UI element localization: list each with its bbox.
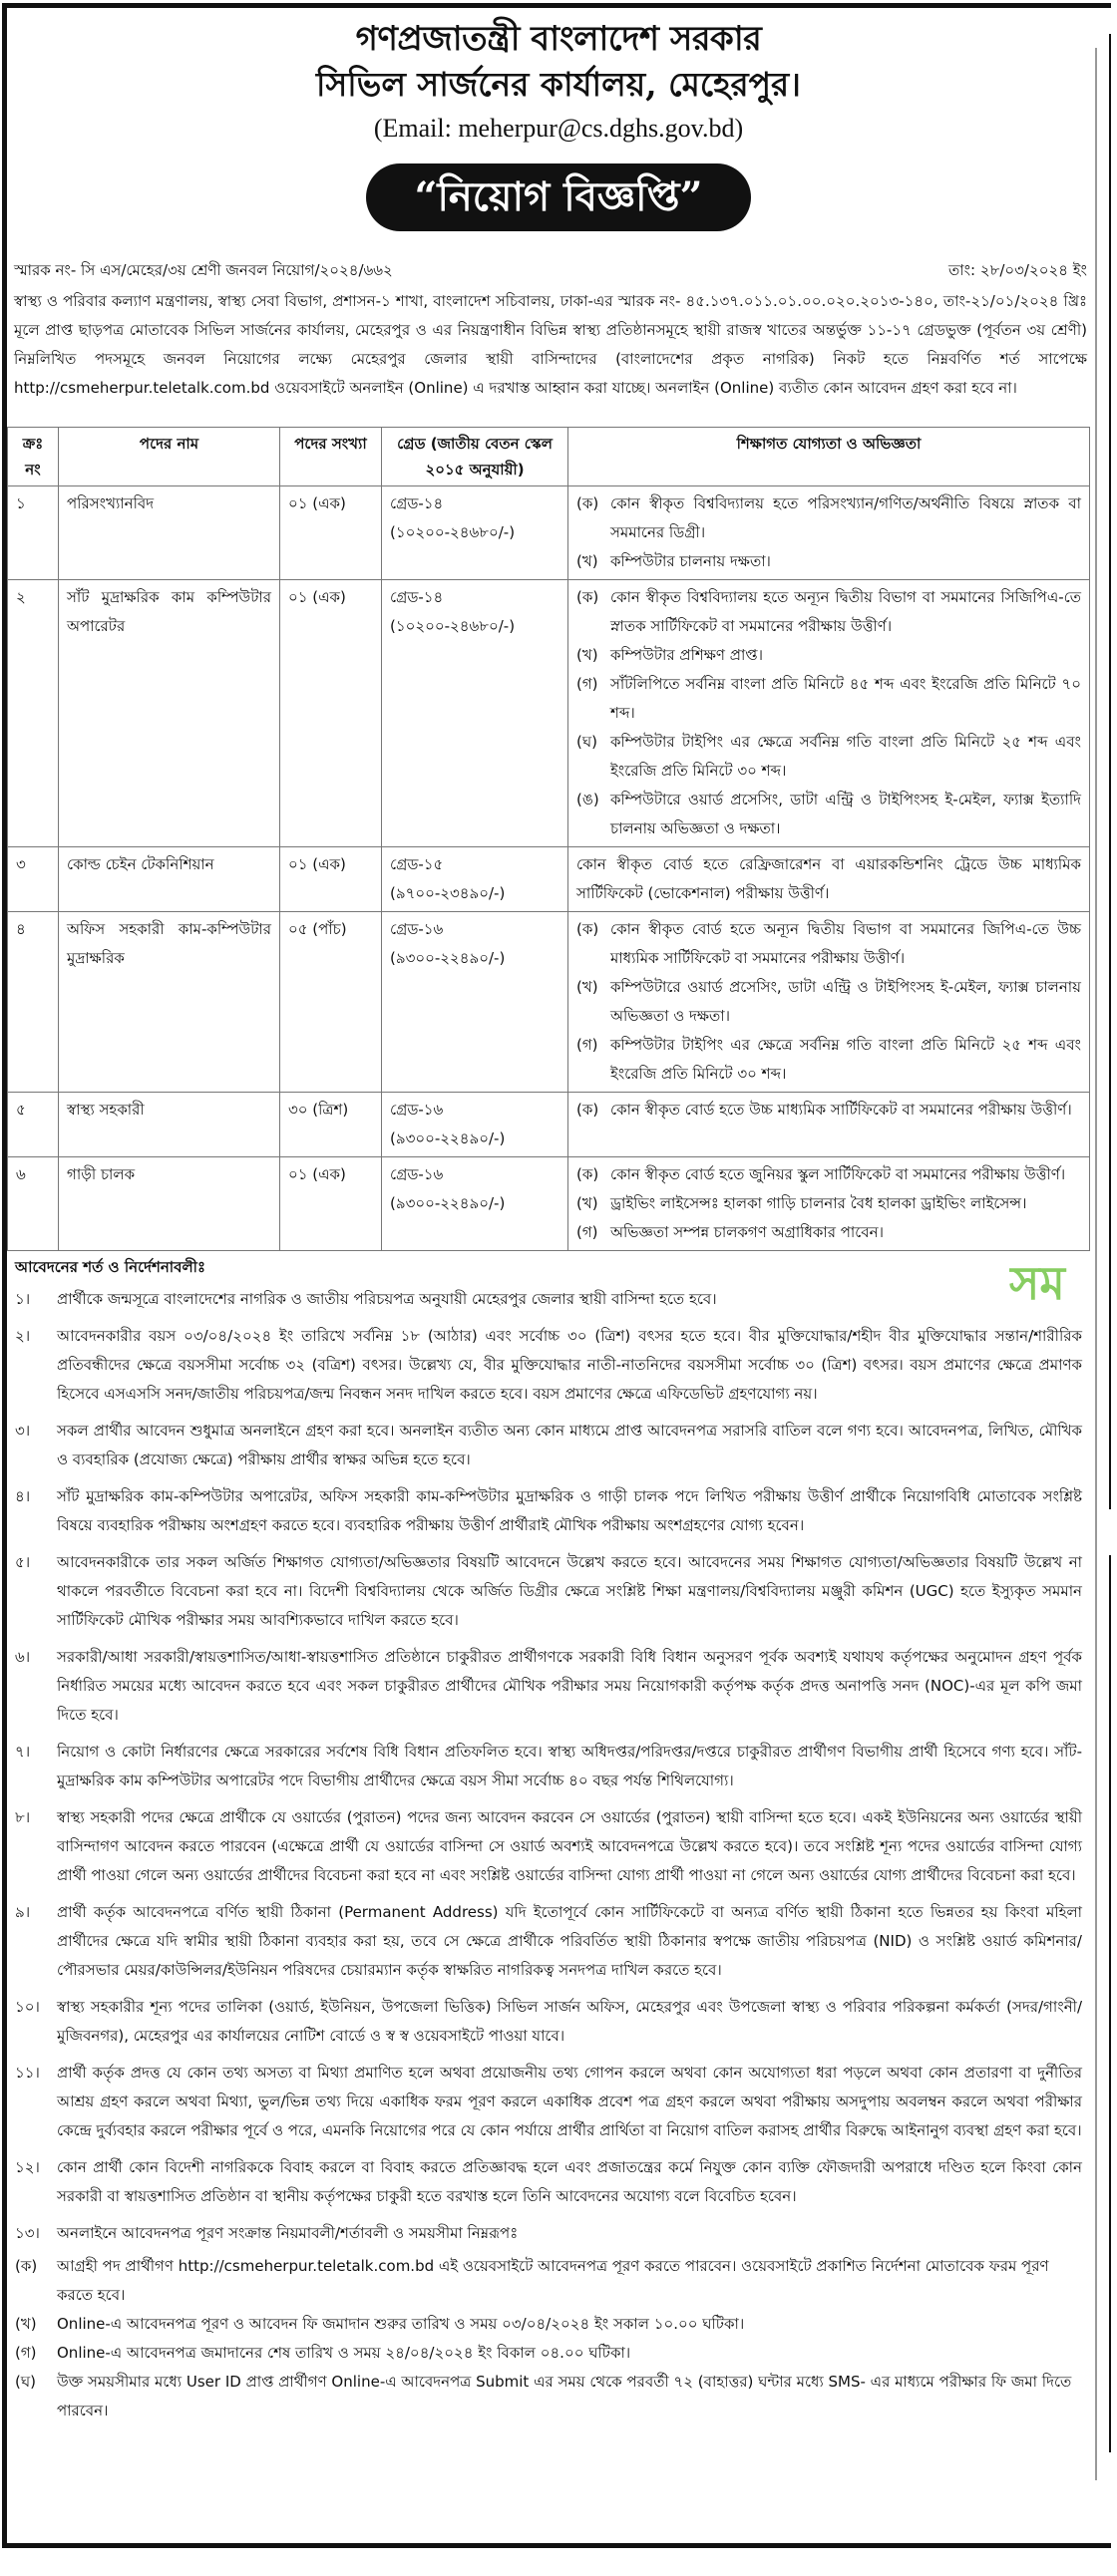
qualification-item [576, 1160, 1081, 1189]
qualification-marker: (গ) [576, 1223, 598, 1241]
condition-text: সরকারী/আধা সরকারী/স্বায়ত্তশাসিত/আধা-স্বায়ত্তশাসিত প্রতিষ্ঠানে চাকুরীরত প্রার্থীগণকে সরকারী বিধি বিধান অনুসরণ পূর্বক অবশ্যই যথাযথ কর্তৃপক্ষের অনুমোদন গ্রহণ পূর্বক নির্ধারিত সময়ের মধ্যে আবেদন করতে হবে এবং সকল চাকুরীরত প্রার্থীদের মৌখিক পরীক্ষার সময় নিয়োগকারী কর্তৃপক্ষ কর্তৃক প্রদত্ত অনাপত্তি সনদ (NOC)-এর মূল কপি জমা দিতে হবে। [57, 1648, 1082, 1724]
intro-paragraph: স্বাস্থ্য ও পরিবার কল্যাণ মন্ত্রণালয়, স্বাস্থ্য সেবা বিভাগ, প্রশাসন-১ শাখা, বাংলাদেশ সচিবালয়, ঢাকা-এর স্মারক নং- ৪৫.১৩৭.০১১.০১.০০.০২০.২০১৩-১৪০, তাং-২১/০১/২০২৪ খ্রিঃ মূলে প্রাপ্ত ছাড়পত্র মোতাবেক সিভিল সার্জনের কার্যালয়, মেহেরপুর ও এর নিয়ন্ত্রণাধীন বিভিন্ন স্বাস্থ্য প্রতিষ্ঠানসমূহে স্থায়ী রাজস্ব খাতের অন্তর্ভুক্ত ১১-১৭ গ্রেডভুক্ত (পূর্বতন ৩য় শ্রেণী) নিম্নলিখিত পদসমূহে জনবল নিয়োগের লক্ষ্যে মেহেরপুর জেলার স্থায়ী বাসিন্দাদের (বাংলাদেশের প্রকৃত নাগরিক) নিকট হতে নিম্নবর্ণিত শর্ত সাপেক্ষে http://csmeherpur.teletalk.com.bd ওয়েবসাইটে অনলাইন (Online) এ দরখাস্ত আহ্বান করা যাচ্ছে। অনলাইন (Online) ব্যতীত কোন আবেদন গ্রহণ করা হবে না। [14, 292, 1087, 397]
qualification-item [576, 728, 1081, 786]
qualification-marker: (খ) [576, 646, 598, 664]
qualification-item [576, 1189, 1081, 1218]
condition-number: ৭। [15, 1743, 31, 1761]
cell-qualification [568, 486, 1090, 580]
qualification-marker: (খ) [576, 552, 598, 570]
notice-header [0, 18, 1117, 231]
qualification-text: কম্পিউটার টাইপিং এর ক্ষেত্রে সর্বনিম্ন গতি বাংলা প্রতি মিনিটে ২৫ শব্দ এবং ইংরেজি প্রতি মিনিটে ৩০ শব্দ। [610, 733, 1081, 780]
cell-serial: ৩ [8, 847, 59, 912]
online-rules-list [7, 2252, 1090, 2425]
cell-post-name: অফিস সহকারী কাম-কম্পিউটার মুদ্রাক্ষরিক [59, 912, 280, 1093]
grade-label: গ্রেড-১৬ [390, 920, 444, 938]
conditions-section [7, 1253, 1090, 2425]
cell-post-count: ০৫ (পাঁচ) [280, 912, 382, 1093]
qualification-item [576, 973, 1081, 1031]
condition-text: আবেদনকারীকে তার সকল অর্জিত শিক্ষাগত যোগ্যতা/অভিজ্ঞতার বিষয়টি আবেদনে উল্লেখ করতে হবে। আবেদনের সময় শিক্ষাগত যোগ্যতা/অভিজ্ঞতার বিষয়টি উল্লেখ না থাকলে পরবর্তীতে বিবেচনা করা হবে না। বিদেশী বিশ্ববিদ্যালয় থেকে অর্জিত ডিগ্রীর ক্ষেত্রে সংশ্লিষ্ট শিক্ষা মন্ত্রণালয়/বিশ্ববিদ্যালয় মঞ্জুরী কমিশন (UGC) হতে ইস্যুকৃত সমমান সার্টিফিকেট মৌখিক পরীক্ষার সময় আবশ্যিকভাবে দাখিল করতে হবে। [57, 1553, 1082, 1629]
online-rule-item [7, 2310, 1090, 2339]
online-rule-item [7, 2252, 1090, 2310]
cell-post-count: ০১ (এক) [280, 580, 382, 847]
grade-label: গ্রেড-১৪ [390, 494, 444, 512]
qualification-text: কোন স্বীকৃত বোর্ড হতে জুনিয়র স্কুল সার্টিফিকেট বা সমমানের পরীক্ষায় উত্তীর্ণ। [610, 1165, 1066, 1183]
condition-text: অনলাইনে আবেদনপত্র পূরণ সংক্রান্ত নিয়মাবলী/শর্তাবলী ও সময়সীমা নিম্নরূপঃ [57, 2224, 519, 2242]
government-title: গণপ্রজাতন্ত্রী বাংলাদেশ সরকার [355, 19, 762, 59]
pay-scale: (৯৩০০-২২৪৯০/-) [390, 1194, 506, 1212]
qualification-item [576, 786, 1081, 843]
condition-text: কোন প্রার্থী কোন বিদেশী নাগরিককে বিবাহ করলে বা বিবাহ করতে প্রতিজ্ঞাবদ্ধ হলে এবং প্রজাতন্ত্রের কর্মে নিযুক্ত কোন ব্যক্তি ফৌজদারী অপরাধে দণ্ডিত হলে কিংবা কোন সরকারী বা স্বায়ত্তশাসিত প্রতিষ্ঠান বা স্থানীয় কর্তৃপক্ষের চাকুরী হতে বরখাস্ত হলে তিনি আবেদনের অযোগ্য বলে বিবেচিত হবেন। [57, 2158, 1082, 2205]
office-title: সিভিল সার্জনের কার্যালয়, মেহেরপুর। [316, 65, 801, 104]
condition-number: ১১। [15, 2064, 40, 2082]
qualification-item [576, 1096, 1081, 1125]
pay-scale: (৯৩০০-২২৪৯০/-) [390, 949, 506, 967]
qualification-marker: (ঙ) [576, 791, 599, 808]
condition-item [7, 1281, 1090, 1318]
condition-number: ৯। [15, 1903, 31, 1921]
qualification-marker: (ক) [576, 494, 599, 512]
condition-item [7, 1799, 1090, 1894]
conditions-title: আবেদনের শর্ত ও নির্দেশনাবলীঃ [15, 1258, 205, 1276]
cell-qualification [568, 912, 1090, 1093]
qualification-item [576, 915, 1081, 973]
online-rule-text: Online-এ আবেদনপত্র জমাদানের শেষ তারিখ ও সময় ২৪/০৪/২০২৪ ইং বিকাল ০৪.০০ ঘটিকা। [57, 2344, 631, 2362]
qualification-text: কোন স্বীকৃত বোর্ড হতে উচ্চ মাধ্যমিক সার্টিফিকেট বা সমমানের পরীক্ষায় উত্তীর্ণ। [610, 1101, 1072, 1119]
condition-item [7, 1318, 1090, 1413]
condition-number: ১৩। [15, 2224, 40, 2242]
cell-serial: ৫ [8, 1093, 59, 1157]
condition-item [7, 1544, 1090, 1639]
grade-label: গ্রেড-১৬ [390, 1101, 444, 1119]
cell-serial: ২ [8, 580, 59, 847]
header-grade: গ্রেড (জাতীয় বেতন স্কেল ২০১৫ অনুযায়ী) [382, 428, 568, 486]
online-rule-text: আগ্রহী পদ প্রার্থীগণ http://csmeherpur.teletalk.com.bd এই ওয়েবসাইটে আবেদনপত্র পূরণ করতে পারবেন। ওয়েবসাইটে প্রকাশিত নির্দেশনা মোতাবেক ফরম পূরণ করতে হবে। [57, 2257, 1049, 2304]
posts-table [7, 427, 1090, 1251]
online-rule-marker: (ক) [15, 2257, 38, 2275]
condition-item [7, 1894, 1090, 1989]
condition-number: ৩। [15, 1422, 31, 1440]
cell-post-name: স্বাস্থ্য সহকারী [59, 1093, 280, 1157]
condition-number: ২। [15, 1327, 31, 1345]
qualification-marker: (ক) [576, 1165, 599, 1183]
condition-item [7, 2149, 1090, 2215]
condition-text: প্রার্থীকে জন্মসূত্রে বাংলাদেশের নাগরিক ও জাতীয় পরিচয়পত্র অনুযায়ী মেহেরপুর জেলার স্থায়ী বাসিন্দা হতে হবে। [57, 1290, 717, 1308]
condition-item [7, 1413, 1090, 1478]
condition-item [7, 2055, 1090, 2149]
condition-text: স্বাস্থ্য সহকারী পদের ক্ষেত্রে প্রার্থীকে যে ওয়ার্ডের (পুরাতন) পদের জন্য আবেদন করবেন সে ওয়ার্ডের (পুরাতন) স্থায়ী বাসিন্দা হতে হবে। একই ইউনিয়নের অন্য ওয়ার্ডের স্থায়ী বাসিন্দাগণ আবেদন করতে পারবেন (এক্ষেত্রে প্রার্থী যে ওয়ার্ডের বাসিন্দা সে ওয়ার্ড অবশ্যই আবেদনপত্রে উল্লেখ করতে হবে)। তবে সংশ্লিষ্ট শূন্য পদের ওয়ার্ডের বাসিন্দা যোগ্য প্রার্থী পাওয়া গেলে অন্য ওয়ার্ডের প্রার্থীদের বিবেচনা করা হবে না এবং সংশ্লিষ্ট ওয়ার্ডের বাসিন্দা যোগ্য প্রার্থী পাওয়া না গেলে অন্য ওয়ার্ডের যোগ্য প্রার্থীদের বিবেচনা করা হবে। [57, 1808, 1082, 1884]
qualification-text: কোন স্বীকৃত বিশ্ববিদ্যালয় হতে অন্যূন দ্বিতীয় বিভাগ বা সমমানের সিজিপিএ-তে স্নাতক সার্টিফিকেট বা সমমানের পরীক্ষায় উত্তীর্ণ। [610, 588, 1081, 635]
qualification-text: কম্পিউটার টাইপিং এর ক্ষেত্রে সর্বনিম্ন গতি বাংলা প্রতি মিনিটে ২৫ শব্দ এবং ইংরেজি প্রতি মিনিটে ৩০ শব্দ। [610, 1036, 1081, 1083]
cell-post-name: পরিসংখ্যানবিদ [59, 486, 280, 580]
cell-post-count: ৩০ (ত্রিশ) [280, 1093, 382, 1157]
qualification-marker: (খ) [576, 1194, 598, 1212]
cell-serial: ১ [8, 486, 59, 580]
cell-grade [382, 1157, 568, 1251]
table-header-row [8, 428, 1090, 486]
table-row [8, 847, 1090, 912]
qualification-text: কোন স্বীকৃত বোর্ড হতে অন্যূন দ্বিতীয় বিভাগ বা সমমানের জিপিএ-তে উচ্চ মাধ্যমিক সার্টিফিকেট বা সমমানের পরীক্ষায় উত্তীর্ণ। [610, 920, 1081, 967]
header-post-name: পদের নাম [59, 428, 280, 486]
cell-qualification [568, 1093, 1090, 1157]
qualification-marker: (গ) [576, 675, 598, 693]
notice-banner: “নিয়োগ বিজ্ঞপ্তি” [366, 163, 750, 231]
qualification-text: কম্পিউটার প্রশিক্ষণ প্রাপ্ত। [610, 646, 763, 664]
qualification-marker: (ঘ) [576, 733, 597, 751]
online-rule-item [7, 2368, 1090, 2425]
qualification-marker: (ক) [576, 920, 599, 938]
qualification-item [576, 1031, 1081, 1089]
qualification-text: কোন স্বীকৃত বিশ্ববিদ্যালয় হতে পরিসংখ্যান/গণিত/অর্থনীতি বিষয়ে স্নাতক বা সমমানের ডিগ্রী। [610, 494, 1081, 541]
online-rule-item [7, 2339, 1090, 2368]
cell-post-name: কোল্ড চেইন টেকনিশিয়ান [59, 847, 280, 912]
qualification-item [576, 583, 1081, 641]
grade-label: গ্রেড-১৪ [390, 588, 444, 606]
condition-item [7, 1734, 1090, 1799]
condition-number: ১২। [15, 2158, 40, 2176]
online-rule-text: Online-এ আবেদনপত্র পূরণ ও আবেদন ফি জমাদান শুরুর তারিখ ও সময় ০৩/০৪/২০২৪ ইং সকাল ১০.০০ ঘটিকা। [57, 2315, 745, 2333]
memo-date: তাং: ২৮/০৩/২০২৪ ইং [947, 261, 1087, 279]
grade-label: গ্রেড-১৬ [390, 1165, 444, 1183]
cell-grade [382, 847, 568, 912]
table-row [8, 1093, 1090, 1157]
table-row [8, 580, 1090, 847]
cell-grade [382, 486, 568, 580]
qualification-text: সাঁটলিপিতে সর্বনিম্ন বাংলা প্রতি মিনিটে ৪৫ শব্দ এবং ইংরেজি প্রতি মিনিটে ৭০ শব্দ। [610, 675, 1081, 722]
table-row [8, 912, 1090, 1093]
qualification-item [576, 547, 1081, 576]
cell-grade [382, 1093, 568, 1157]
pay-scale: (৯৭০০-২৩৪৯০/-) [390, 884, 506, 902]
online-rule-text: উক্ত সময়সীমার মধ্যে User ID প্রাপ্ত প্রার্থীগণ Online-এ আবেদনপত্র Submit এর সময় থেকে পরবর্তী ৭২ (বাহাত্তর) ঘন্টার মধ্যে SMS- এর মাধ্যমে পরীক্ষার ফি জমা দিতে পারবেন। [57, 2373, 1072, 2419]
qualification-item [576, 1218, 1081, 1247]
cell-post-count: ০১ (এক) [280, 847, 382, 912]
pay-scale: (১০২০০-২৪৬৮০/-) [390, 523, 516, 541]
condition-text: প্রার্থী কর্তৃক প্রদত্ত যে কোন তথ্য অসত্য বা মিথ্যা প্রমাণিত হলে অথবা প্রয়োজনীয় তথ্য গোপন করলে অথবা কোন অযোগ্যতা ধরা পড়লে অথবা কোন প্রতারণা বা দুর্নীতির আশ্রয় গ্রহণ করলে অথবা মিথ্যা, ভুল/ভিন্ন তথ্য দিয়ে একাধিক ফরম পূরণ করলে একাধিক প্রবেশ পত্র গ্রহণ করলে অথবা পরীক্ষায় অসদুপায় অবলম্বন করলে অথবা পরীক্ষার কেন্দ্রে দুর্ব্যবহার করলে পরীক্ষার পূর্বে ও পরে, এমনকি নিয়োগের পরে যে কোন পর্যায়ে প্রার্থীর প্রার্থিতা বা নিয়োগ বাতিল করাসহ প্রার্থীর বিরুদ্ধে আইনানুগ ব্যবস্থা গ্রহণ করা হবে। [57, 2064, 1082, 2139]
condition-number: ৬। [15, 1648, 31, 1666]
online-rule-marker: (গ) [15, 2344, 37, 2362]
office-email: (Email: meherpur@cs.dghs.gov.bd) [373, 114, 744, 143]
cell-post-name: সাঁট মুদ্রাক্ষরিক কাম কম্পিউটার অপারেটর [59, 580, 280, 847]
conditions-list [7, 1281, 1090, 2252]
cell-serial: ৪ [8, 912, 59, 1093]
cell-qualification [568, 580, 1090, 847]
qualification-item [576, 489, 1081, 547]
cell-post-name: গাড়ী চালক [59, 1157, 280, 1251]
table-row [8, 486, 1090, 580]
pay-scale: (৯৩০০-২২৪৯০/-) [390, 1129, 506, 1147]
memo-reference: স্মারক নং- সি এস/মেহের/৩য় শ্রেণী জনবল নিয়োগ/২০২৪/৬৬২ [14, 261, 393, 279]
cell-grade [382, 580, 568, 847]
qualification-marker: (খ) [576, 978, 598, 996]
cell-post-count: ০১ (এক) [280, 486, 382, 580]
condition-item [7, 1478, 1090, 1544]
frame-right-border [1109, 34, 1111, 1509]
qualification-text: ড্রাইভিং লাইসেন্সঃ হালকা গাড়ি চালনার বৈধ হালকা ড্রাইভিং লাইসেন্স। [610, 1194, 1027, 1212]
condition-number: ৮। [15, 1808, 31, 1826]
qualification-marker: (ক) [576, 1101, 599, 1119]
qualification-item [576, 850, 1081, 908]
watermark-logo: সম [1009, 1256, 1065, 1310]
qualification-item [576, 641, 1081, 670]
condition-text: সকল প্রার্থীর আবেদন শুধুমাত্র অনলাইনে গ্রহণ করা হবে। অনলাইন ব্যতীত অন্য কোন মাধ্যমে প্রাপ্ত আবেদনপত্র সরাসরি বাতিল বলে গণ্য হবে। আবেদনপত্র, লিখিত, মৌখিক ও ব্যবহারিক (প্রযোজ্য ক্ষেত্রে) পরীক্ষায় প্রার্থীর স্বাক্ষর অভিন্ন হতে হবে। [57, 1422, 1082, 1468]
frame-right-border-lower [1109, 1555, 1111, 2452]
memo-row [14, 259, 1087, 281]
condition-number: ৪। [15, 1487, 31, 1505]
condition-number: ৫। [15, 1553, 31, 1571]
condition-item [7, 1989, 1090, 2055]
qualification-text: অভিজ্ঞতা সম্পন্ন চালকগণ অগ্রাধিকার পাবেন। [610, 1223, 884, 1241]
header-serial: ক্রঃ নং [8, 428, 59, 486]
condition-item [7, 1639, 1090, 1734]
qualification-text: কম্পিউটার চালনায় দক্ষতা। [610, 552, 771, 570]
condition-text: আবেদনকারীর বয়স ০৩/০৪/২০২৪ ইং তারিখে সর্বনিম্ন ১৮ (আঠার) এবং সর্বোচ্চ ৩০ (ত্রিশ) বৎসর হতে হবে। বীর মুক্তিযোদ্ধার/শহীদ বীর মুক্তিযোদ্ধার সন্তান/শারীরিক প্রতিবন্ধীদের ক্ষেত্রে বয়সসীমা সর্বোচ্চ ৩২ (বত্রিশ) বৎসর। উল্লেখ্য যে, বীর মুক্তিযোদ্ধার নাতী-নাতনিদের বয়সসীমা সর্বোচ্চ ৩০ (ত্রিশ) বৎসর। বয়স প্রমাণের ক্ষেত্রে প্রমাণক হিসেবে এসএসসি সনদ/জাতীয় পরিচয়পত্র/জন্ম নিবন্ধন সনদ দাখিল করতে হবে। বয়স প্রমাণের ক্ষেত্রে এফিডেভিট গ্রহণযোগ্য নয়। [57, 1327, 1082, 1403]
table-row [8, 1157, 1090, 1251]
condition-number: ১। [15, 1290, 31, 1308]
online-rule-marker: (খ) [15, 2315, 37, 2333]
qualification-text: কম্পিউটারে ওয়ার্ড প্রসেসিং, ডাটা এন্ট্রি ও টাইপিংসহ ই-মেইল, ফ্যাক্স ইত্যাদি চালনায় অভিজ্ঞতা ও দক্ষতা। [610, 791, 1081, 837]
condition-number: ১০। [15, 1998, 40, 2016]
qualification-item [576, 670, 1081, 728]
header-qualification: শিক্ষাগত যোগ্যতা ও অভিজ্ঞতা [568, 428, 1090, 486]
grade-label: গ্রেড-১৫ [390, 855, 444, 873]
condition-text: সাঁট মুদ্রাক্ষরিক কাম-কম্পিউটার অপারেটর, অফিস সহকারী কাম-কম্পিউটার মুদ্রাক্ষরিক ও গাড়ী চালক পদে লিখিত পরীক্ষায় উত্তীর্ণ প্রার্থীকে নিয়োগবিধি মোতাবেক সংশ্লিষ্ট বিষয়ে ব্যবহারিক পরীক্ষায় অংশগ্রহণ করতে হবে। ব্যবহারিক পরীক্ষায় উত্তীর্ণ প্রার্থীরাই মৌখিক পরীক্ষায় অংশগ্রহণের যোগ্য হবেন। [57, 1487, 1082, 1534]
qualification-marker: (ক) [576, 588, 599, 606]
qualification-text: কোন স্বীকৃত বোর্ড হতে রেফ্রিজারেশন বা এয়ারকন্ডিশনিং ট্রেডে উচ্চ মাধ্যমিক সার্টিফিকেট (ভোকেশনাল) পরীক্ষায় উত্তীর্ণ। [576, 855, 1081, 902]
qualification-marker: (গ) [576, 1036, 598, 1054]
cell-grade [382, 912, 568, 1093]
pay-scale: (১০২০০-২৪৬৮০/-) [390, 617, 516, 635]
condition-item [7, 2215, 1090, 2252]
condition-text: প্রার্থী কর্তৃক আবেদনপত্রে বর্ণিত স্থায়ী ঠিকানা (Permanent Address) যদি ইতোপূর্বে কোন সার্টিফিকেটে বা অন্যত্র বর্ণিত স্থায়ী ঠিকানা হতে ভিন্নতর হয় কিংবা মহিলা প্রার্থীদের ক্ষেত্রে যদি স্বামীর স্থায়ী ঠিকানা ব্যবহার করা হয়, তবে সে ক্ষেত্রে প্রার্থীকে পরিবর্তিত স্থায়ী ঠিকানার স্বপক্ষে জাতীয় পরিচয়পত্র (NID) ও সংশ্লিষ্ট ওয়ার্ড কমিশনার/পৌরসভার মেয়র/কাউন্সিলর/ইউনিয়ন পরিষদের চেয়ারম্যান কর্তৃক স্বাক্ষরিত নাগরিকত্ব সনদপত্র দাখিল করতে হবে। [57, 1903, 1082, 1979]
condition-text: নিয়োগ ও কোটা নির্ধারণের ক্ষেত্রে সরকারের সর্বশেষ বিধি বিধান প্রতিফলিত হবে। স্বাস্থ্য অধিদপ্তর/পরিদপ্তর/দপ্তরে চাকুরীরত প্রার্থীগণ বিভাগীয় প্রার্থী হিসেবে গণ্য হবে। সাঁট-মুদ্রাক্ষরিক কাম কম্পিউটার অপারেটর পদে বিভাগীয় প্রার্থীদের ক্ষেত্রে বয়স সীমা সর্বোচ্চ ৪০ বছর পর্যন্ত শিথিলযোগ্য। [57, 1743, 1082, 1789]
cell-qualification [568, 1157, 1090, 1251]
cell-qualification [568, 847, 1090, 912]
cell-serial: ৬ [8, 1157, 59, 1251]
condition-text: স্বাস্থ্য সহকারীর শূন্য পদের তালিকা (ওয়ার্ড, ইউনিয়ন, উপজেলা ভিত্তিক) সিভিল সার্জন অফিস, মেহেরপুর এবং উপজেলা স্বাস্থ্য ও পরিবার পরিকল্পনা কর্মকর্তা (সদর/গাংনী/মুজিবনগর), মেহেরপুর এর কার্যালয়ের নোটিশ বোর্ডে ও স্ব স্ব ওয়েবসাইটে পাওয়া যাবে। [57, 1998, 1082, 2045]
cell-post-count: ০১ (এক) [280, 1157, 382, 1251]
qualification-text: কম্পিউটারে ওয়ার্ড প্রসেসিং, ডাটা এন্ট্রি ও টাইপিংসহ ই-মেইল, ফ্যাক্স চালনায় অভিজ্ঞতা ও দক্ষতা। [610, 978, 1081, 1025]
header-post-count: পদের সংখ্যা [280, 428, 382, 486]
online-rule-marker: (ঘ) [15, 2373, 36, 2391]
